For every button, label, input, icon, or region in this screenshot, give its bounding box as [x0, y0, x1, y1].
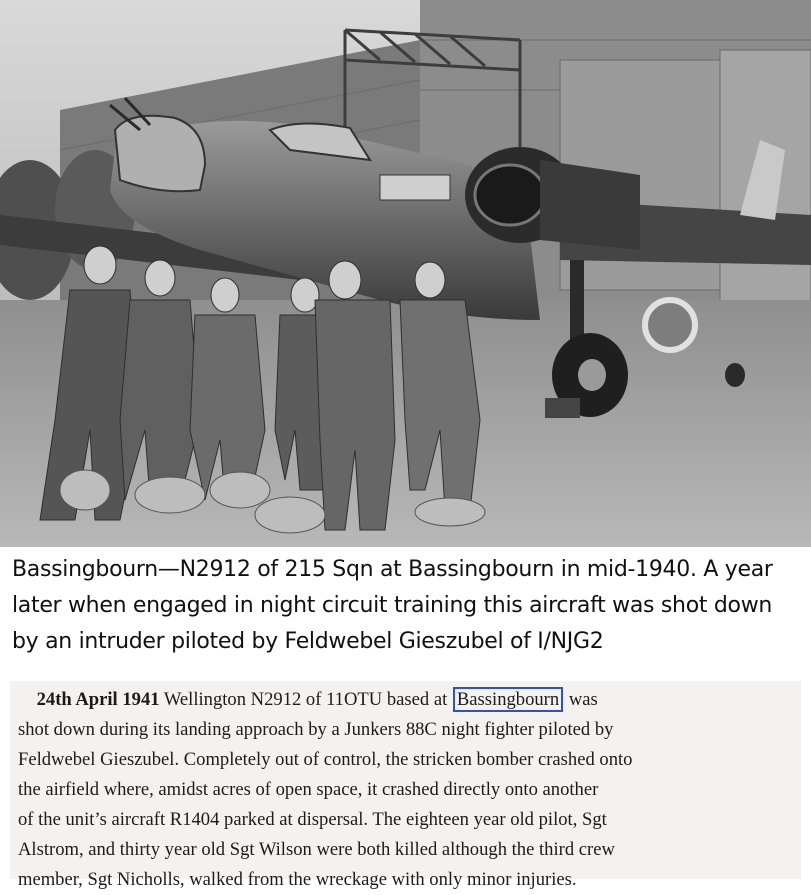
excerpt-line-4: the airfield where, amidst acres of open space, it crashed directly onto another: [18, 779, 599, 800]
caption-line-2: later when engaged in night circuit training this aircraft was shot down: [12, 593, 773, 618]
excerpt-line-2: shot down during its landing approach by a Junkers 88C night fighter piloted by: [18, 719, 614, 740]
caption-line-1: Bassingbourn—N2912 of 215 Sqn at Bassingbourn in mid-1940. A year: [12, 557, 773, 582]
photo-caption: [12, 552, 807, 660]
excerpt-line-1-end: was: [568, 689, 598, 710]
excerpt-line-1-text: Wellington N2912 of 11OTU based at: [163, 689, 448, 710]
excerpt-line-3: Feldwebel Gieszubel. Completely out of control, the stricken bomber crashed onto: [18, 749, 633, 770]
excerpt-line-6: Alstrom, and thirty year old Sgt Wilson were both killed although the third crew: [18, 839, 615, 860]
caption-line-3: by an intruder piloted by Feldwebel Gieszubel of I/NJG2: [12, 629, 604, 654]
excerpt-date: 24th April 1941: [36, 689, 160, 710]
excerpt-line-5: of the unit’s aircraft R1404 parked at dispersal. The eighteen year old pilot, Sgt: [18, 809, 607, 830]
excerpt-line-7: member, Sgt Nicholls, walked from the wreckage with only minor injuries.: [18, 869, 577, 890]
excerpt-line-1: [18, 685, 794, 715]
book-excerpt: [18, 685, 794, 895]
highlighted-word: Bassingbourn: [453, 687, 563, 712]
